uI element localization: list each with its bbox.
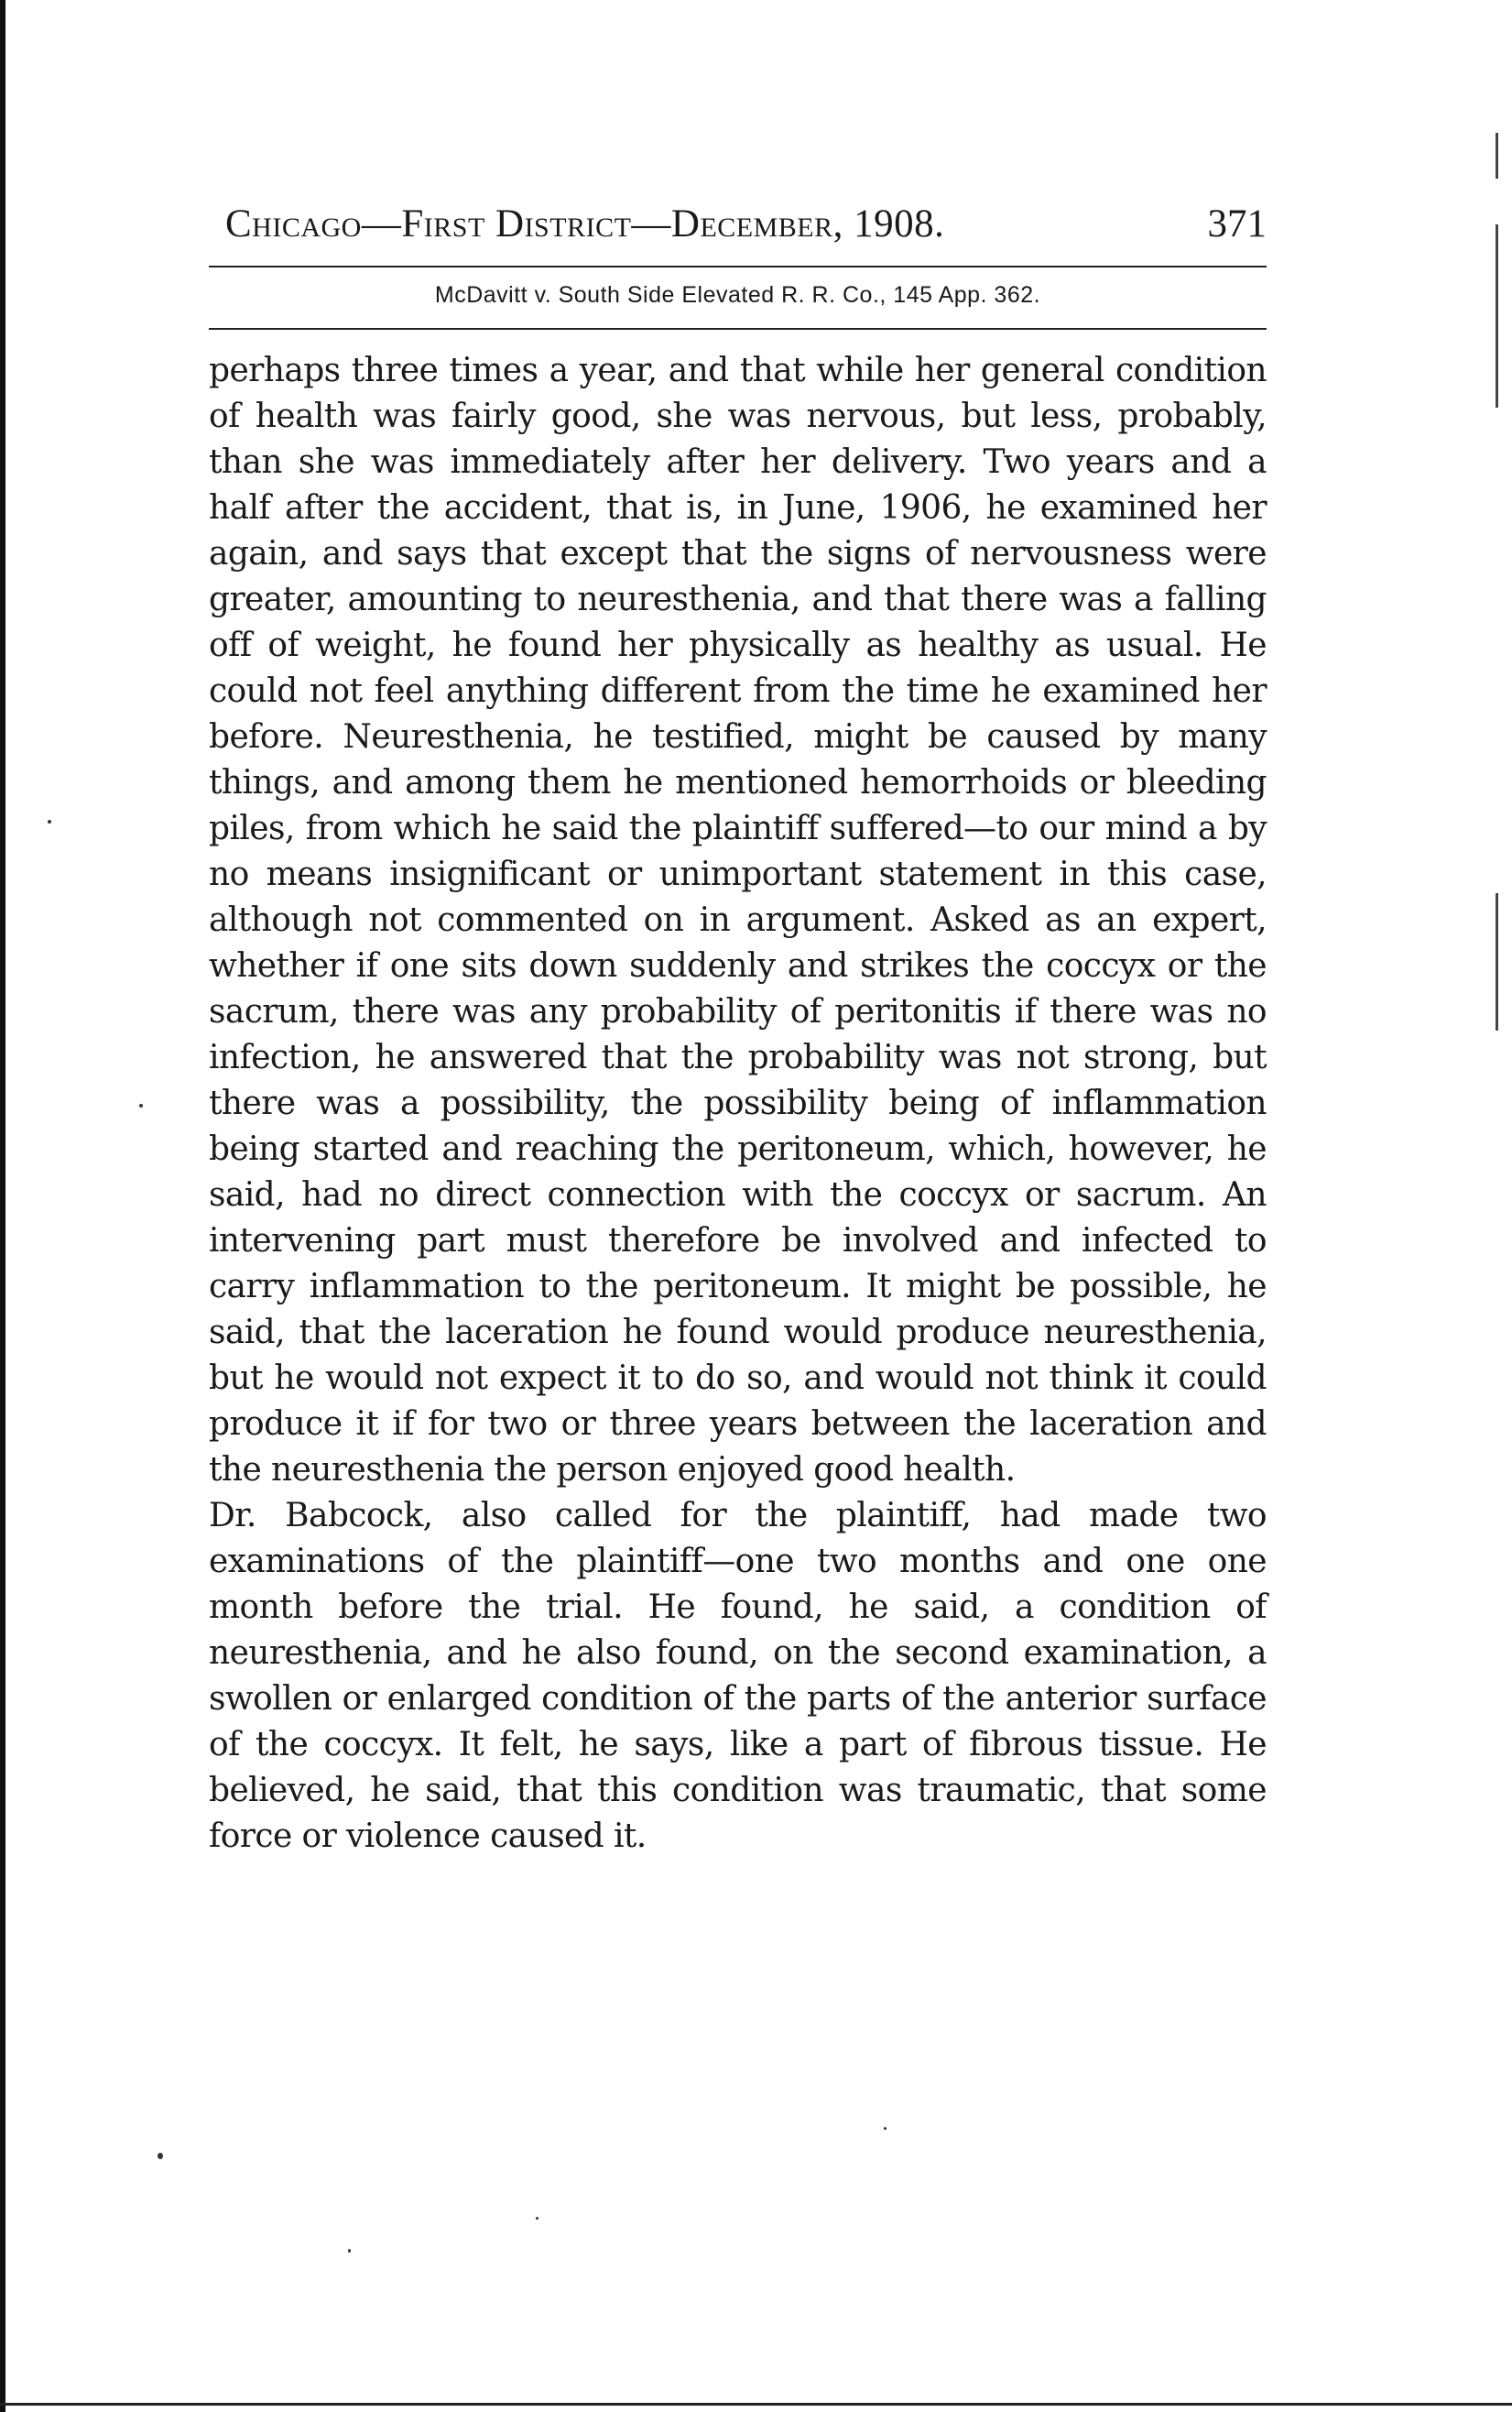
- paragraph: Dr. Babcock, also called for the plaintiff, had made two examinations of the plaintiff—one two months and one one month before the trial. He found, he said, a condition of neuresthenia, and he also found, on the second examination, a swollen or enlarged condition of the parts of the anterior surface of the coccyx. It felt, he says, like a part of fibrous tissue. He believed, he said, that this condition was traumatic, that some force or violence caused it.: [209, 1497, 1267, 1855]
- header-rule-bottom: [209, 328, 1267, 330]
- running-head-title: Chicago—First District—December, 1908.: [225, 202, 945, 246]
- scan-speck: [884, 2127, 887, 2130]
- scan-speck: [158, 2153, 163, 2159]
- paragraph: perhaps three times a year, and that while her general condition of health was fairly good, she was nervous, but less, probably, than she was immediately after her delivery. Two years and a half after the accident, that is, in June, 1906, he examined her again, and says that except that the signs of nervousness were greater, amounting to neuresthenia, and that there was a falling off of weight, he found her physically as healthy as usual. He could not feel anything different from the time he examined her before. Neuresthenia, he testified, might be caused by many things, and among them he mentioned hemorrhoids or bleeding piles, from which he said the plaintiff suffered—to our mind a by no means insignificant or unimportant statement in this case, although not commented on in argument. Asked as an expert, whether if one sits down suddenly and strikes the coccyx or the sacrum, there was any probability of peritonitis if there was no infection, he answered that the probability was not strong, but there was a possibility, the possibility being of inflammation being started and reaching the peritoneum, which, however, he said, had no direct connection with the coccyx or sacrum. An intervening part must therefore be involved and infected to carry inflammation to the peritoneum. It might be possible, he said, that the laceration he found would produce neuresthenia, but he would not expect it to do so, and would not think it could produce it if for two or three years between the laceration and the neuresthenia the person enjoyed good health.: [209, 352, 1267, 1489]
- body-text: [209, 348, 1267, 1860]
- scan-speck: [48, 820, 51, 824]
- scan-speck: [139, 1104, 143, 1108]
- page-edge-bottom: [0, 2403, 1512, 2406]
- case-citation: McDavitt v. South Side Elevated R. R. Co., 145 App. 362.: [434, 282, 1041, 308]
- scan-speck: [536, 2217, 538, 2220]
- page-edge-left: [0, 0, 5, 2412]
- book-page: [209, 202, 1267, 1855]
- page-edge-mark: [1496, 893, 1498, 1031]
- header-rule-top: [209, 266, 1267, 267]
- running-head: [209, 202, 1267, 266]
- page-edge-mark: [1496, 133, 1498, 179]
- scan-speck: [348, 2249, 351, 2253]
- page-number: 371: [1207, 202, 1267, 246]
- page-edge-mark: [1496, 224, 1498, 408]
